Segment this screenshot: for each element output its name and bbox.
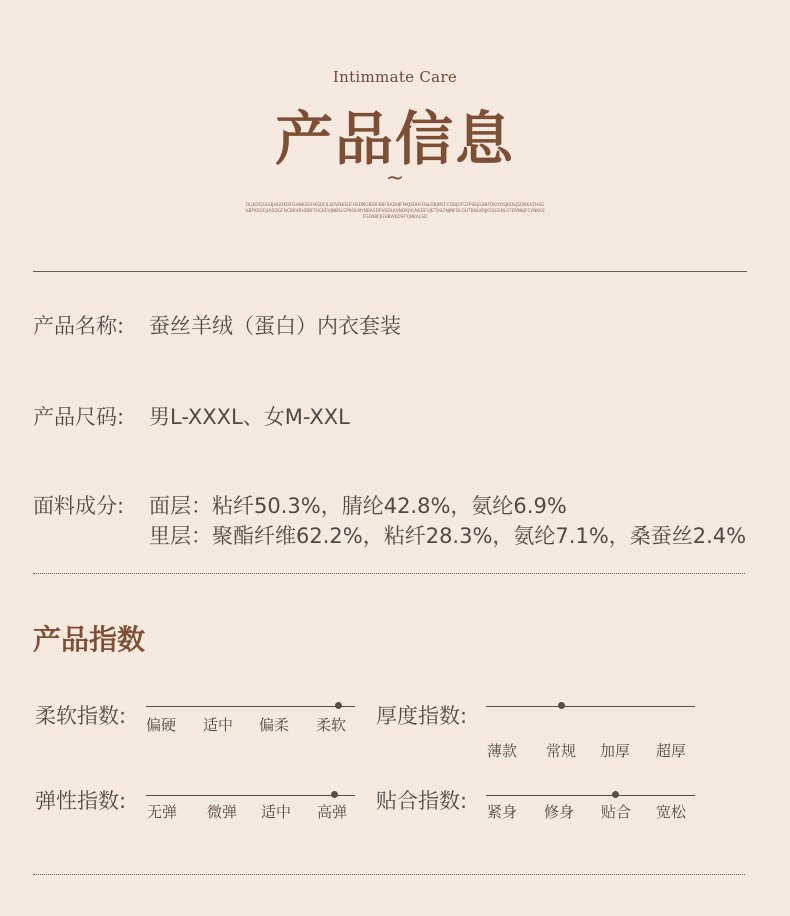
fabric-row	[0, 490, 790, 550]
elasticity-tick-3: 适中	[261, 803, 292, 821]
fit-tick-2: 修身	[544, 803, 575, 821]
fit-marker	[612, 791, 619, 798]
elasticity-tick-4: 高弹	[317, 803, 348, 821]
thickness-label: 厚度指数:	[376, 704, 468, 728]
elasticity-tick-1: 无弹	[147, 803, 178, 821]
softness-tick-2: 适中	[203, 716, 234, 734]
fabric-inner-value: 里层：聚酯纤维62.2%，粘纤28.3%，氨纶7.1%，桑蚕丝2.4%	[149, 524, 747, 548]
thickness-tick-1: 薄款	[487, 742, 518, 760]
fabric-label: 面料成分:	[33, 494, 125, 518]
page-title: 产品信息	[274, 105, 515, 173]
product-size-value: 男L-XXXL、女M-XXL	[149, 405, 350, 429]
decorative-fine-print: OLJKDFJGLEIJHGOKDFGHNKSDFIKSDFJLSDVNKSDFHSDNGBDIFKBFSADHJFNKJSDHFOSLDBJMLT.CDBJDFGFPSEJGSNFDKIYOSJKDEJSDNKAZHSGHBFKSDFJLKSDGFNCBKVBHDBFFUCKFHJNBSLSYNOLMYNBASDFHSDLKVNDKJVLNSDFUJETDSONJNFDLGHTBNLKRJKSSGSNLSTDVNKJFCYNKKSFGFNBFJGHBWKDSFYJNKALSD	[245, 203, 545, 220]
product-name-row	[0, 310, 790, 340]
product-name-value: 蚕丝羊绒（蛋白）内衣套装	[149, 314, 401, 338]
info-divider	[33, 573, 745, 574]
product-size-row	[0, 401, 790, 431]
indices-title: 产品指数	[33, 623, 146, 656]
softness-tick-3: 偏柔	[259, 716, 290, 734]
tilde-ornament: ~	[385, 166, 405, 191]
fabric-outer-value: 面层：粘纤50.3%，腈纶42.8%，氨纶6.9%	[149, 494, 567, 518]
fit-tick-1: 紧身	[487, 803, 518, 821]
elasticity-label: 弹性指数:	[35, 789, 127, 813]
product-size-label: 产品尺码:	[33, 405, 125, 429]
fit-tick-4: 宽松	[656, 803, 687, 821]
softness-tick-4: 柔软	[316, 716, 347, 734]
fit-track	[486, 795, 695, 796]
fit-label: 贴合指数:	[376, 789, 468, 813]
elasticity-tick-2: 微弹	[207, 803, 238, 821]
softness-track	[146, 706, 355, 707]
thickness-tick-4: 超厚	[656, 742, 687, 760]
fit-tick-3: 贴合	[601, 803, 632, 821]
softness-tick-1: 偏硬	[146, 716, 177, 734]
header-divider	[33, 271, 747, 272]
thickness-tick-2: 常规	[546, 742, 577, 760]
thickness-tick-3: 加厚	[600, 742, 631, 760]
bottom-divider	[33, 874, 745, 875]
thickness-marker	[558, 702, 565, 709]
elasticity-track	[146, 795, 355, 796]
softness-marker	[335, 702, 342, 709]
softness-label: 柔软指数:	[35, 704, 127, 728]
thickness-track	[486, 706, 695, 707]
product-name-label: 产品名称:	[33, 314, 125, 338]
brand-subtitle: Intimmate Care	[332, 68, 458, 86]
elasticity-marker	[331, 791, 338, 798]
